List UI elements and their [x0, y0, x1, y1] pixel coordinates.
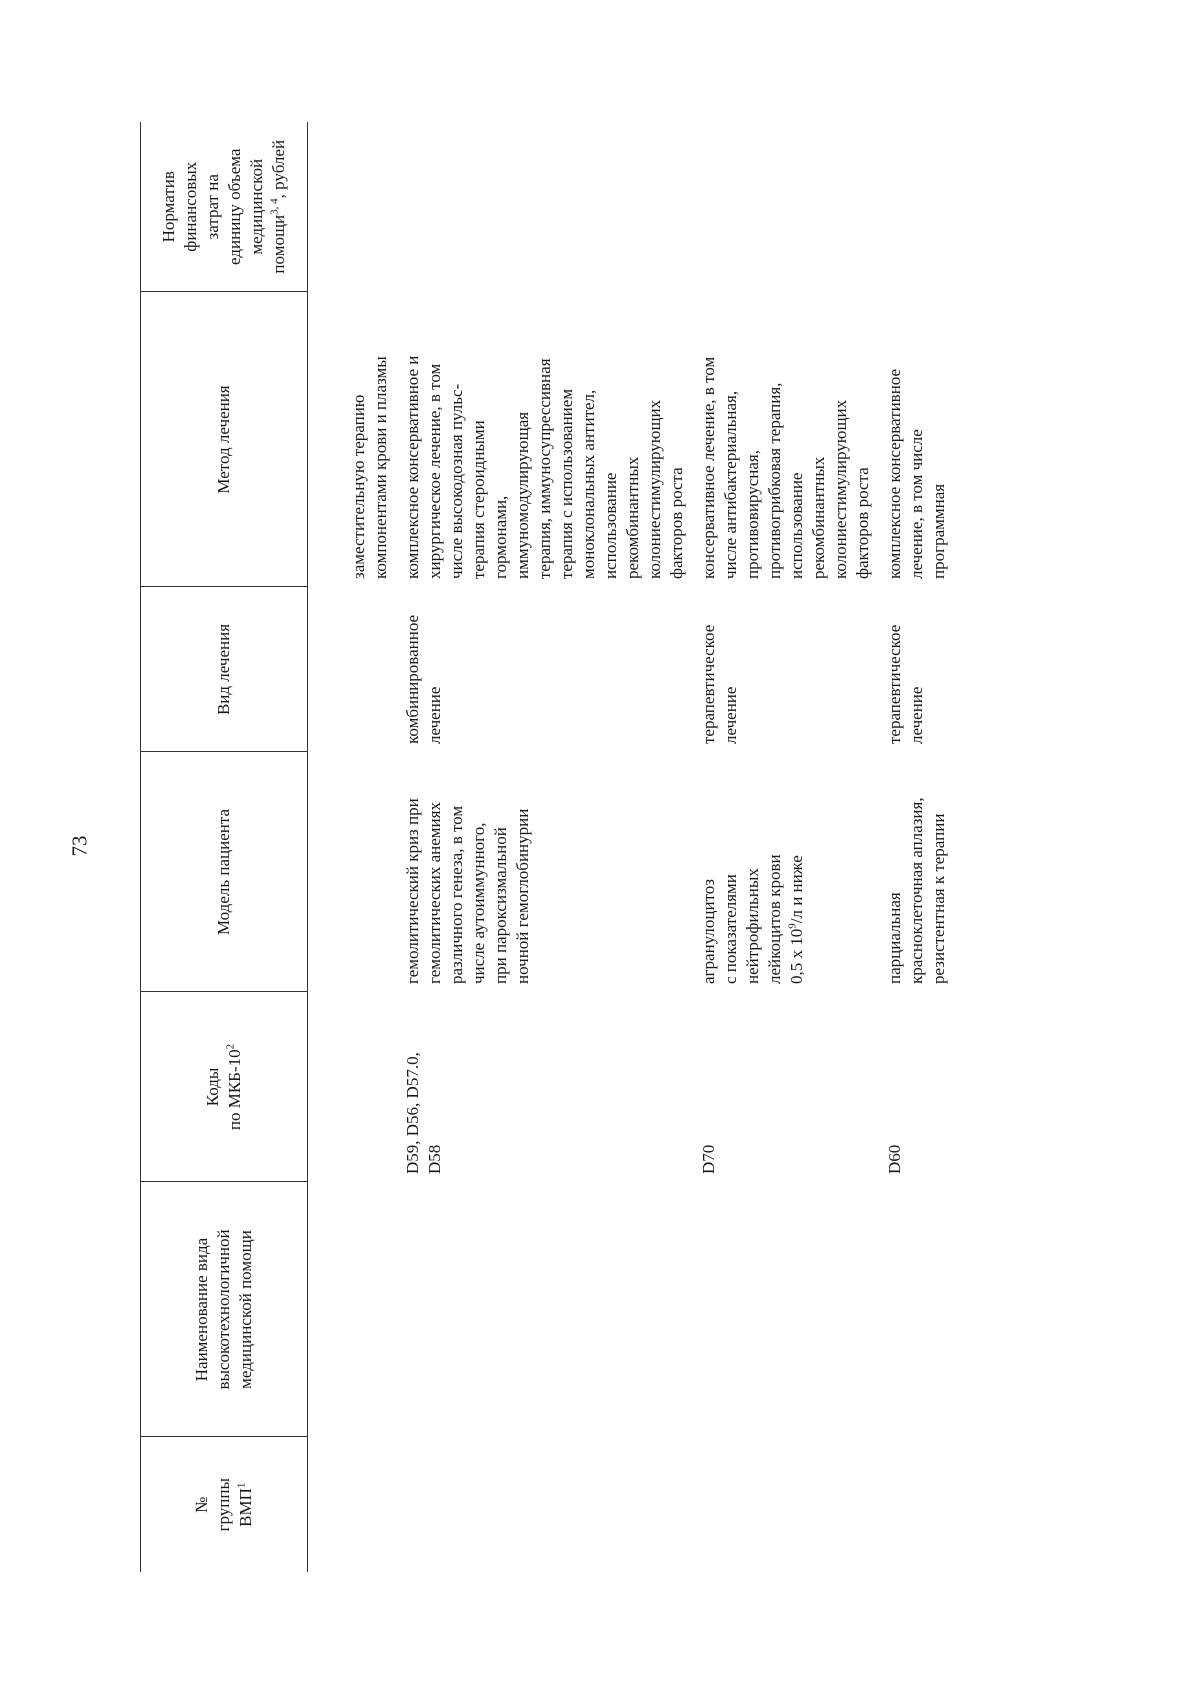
cell-norm: [400, 122, 696, 292]
cell-codes: [308, 992, 401, 1182]
header-patient-model: Модель пациента: [141, 752, 308, 992]
cell-name: [400, 1182, 696, 1437]
cell-codes: D60: [885, 1144, 904, 1174]
rotated-table-container: [140, 122, 1020, 1572]
header-group-no: № группы ВМП$^1$: [141, 1437, 308, 1572]
table-row: [400, 122, 696, 1572]
cell-treatment-type: терапевтическое лечение: [699, 624, 740, 744]
cell-treatment-type: [308, 587, 401, 752]
cell-name: [882, 1182, 958, 1437]
cell-group-no: [400, 1437, 696, 1572]
cell-patient-model: [308, 752, 401, 992]
table-row: [696, 122, 882, 1572]
header-norm: Норматив финансовых затрат на единицу объема медицинской помощи$^{3, 4}$, рублей: [141, 122, 308, 292]
cell-patient-model: парциальная красноклеточная аплазия, резистентная к терапии: [885, 797, 948, 984]
cell-group-no: [308, 1437, 401, 1572]
header-name: Наименование вида высокотехнологичной медицинской помощи: [141, 1182, 308, 1437]
cell-treatment-method: заместительную терапию компонентами крови и плазмы: [349, 356, 390, 579]
cell-norm: [308, 122, 401, 292]
cell-treatment-method: комплексное консервативное и хирургическое лечение, в том числе высокодозная пульс- терапия стероидными гормонами, иммуномодулирующая терапия, иммуносупрессивная терапия с использованием моноклональных антител, использование рекомбинантных колониестимулирующих факторов роста: [403, 355, 686, 579]
table-row: [882, 122, 958, 1572]
cell-treatment-method: комплексное консервативное лечение, в том числе программная: [885, 368, 948, 579]
header-row: [141, 122, 308, 1572]
cell-treatment-method: консервативное лечение, в том числе антибактериальная, противовирусная, противогрибковая терапия, использование рекомбинантных колониестимулирующих факторов роста: [699, 356, 872, 579]
cell-group-no: [882, 1437, 958, 1572]
cell-patient-model: агранулоцитоз с показателями нейтрофильных лейкоцитов крови 0,5 х $10^9/л$ и ниже: [699, 854, 806, 984]
cell-group-no: [696, 1437, 882, 1572]
table-row: [308, 122, 401, 1572]
cell-treatment-type: терапевтическое лечение: [885, 624, 926, 744]
cell-norm: [882, 122, 958, 292]
cell-name: [696, 1182, 882, 1437]
header-treatment-method: Метод лечения: [141, 292, 308, 587]
cell-patient-model: гемолитический криз при гемолитических анемиях различного генеза, в том числе аутоиммунного, при пароксизмальной ночной гемоглобинурии: [403, 798, 532, 984]
header-treatment-type: Вид лечения: [141, 587, 308, 752]
page-number: 73: [67, 835, 92, 857]
cell-codes: D59, D56, D57.0, D58: [403, 1052, 444, 1174]
header-codes: Коды по МКБ-$10^2$: [141, 992, 308, 1182]
cell-treatment-type: комбинированное лечение: [403, 614, 444, 744]
cell-name: [308, 1182, 401, 1437]
vmp-table: [140, 122, 958, 1572]
cell-codes: D70: [699, 1144, 718, 1174]
cell-norm: [696, 122, 882, 292]
